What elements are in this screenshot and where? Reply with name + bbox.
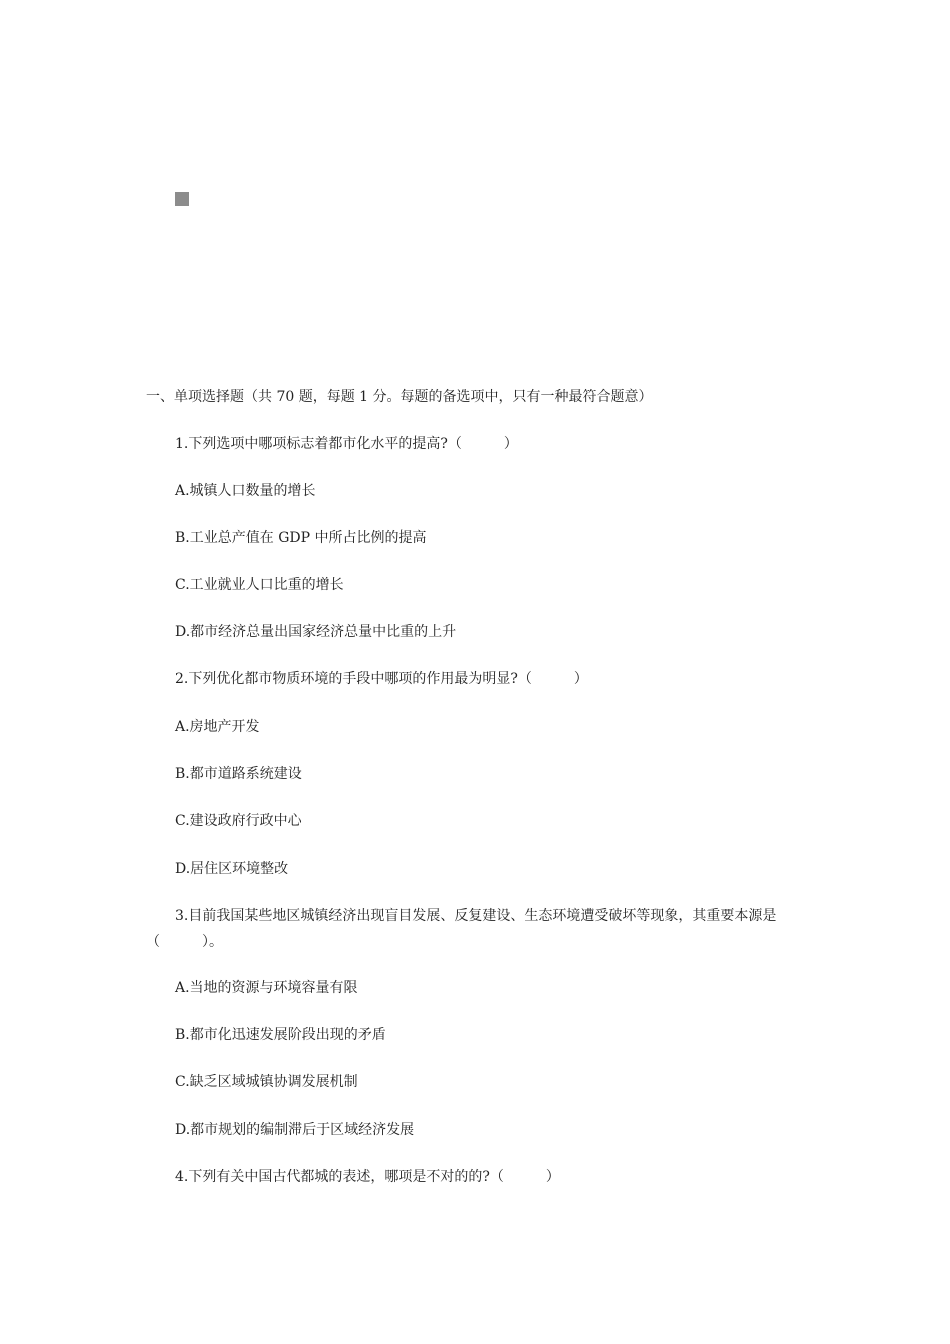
question-2-option-b: B.都市道路系统建设 bbox=[175, 766, 302, 782]
question-1-option-d: D.都市经济总量出国家经济总量中比重的上升 bbox=[175, 624, 457, 640]
question-2-option-d: D.居住区环境整改 bbox=[175, 861, 289, 877]
question-2-option-c: C.建设政府行政中心 bbox=[175, 813, 302, 829]
question-3-stem: 3.目前我国某些地区城镇经济出现盲目发展、反复建设、生态环境遭受破坏等现象，其重要本源是（ ）。 bbox=[146, 908, 777, 950]
question-1-stem: 1.下列选项中哪项标志着都市化水平的提高?（ ） bbox=[175, 436, 518, 452]
question-1-option-c: C.工业就业人口比重的增长 bbox=[175, 577, 344, 593]
question-3-option-a: A.当地的资源与环境容量有限 bbox=[175, 980, 358, 996]
question-4-stem: 4.下列有关中国古代都城的表述，哪项是不对的的?（ ） bbox=[175, 1169, 560, 1185]
question-3-option-d: D.都市规划的编制滞后于区域经济发展 bbox=[175, 1122, 415, 1138]
section-title: 一、单项选择题（共 70 题，每题 1 分。每题的备选项中，只有一种最符合题意） bbox=[146, 389, 653, 405]
question-3-option-c: C.缺乏区域城镇协调发展机制 bbox=[175, 1074, 358, 1090]
question-2-option-a: A.房地产开发 bbox=[175, 719, 260, 735]
question-2-stem: 2.下列优化都市物质环境的手段中哪项的作用最为明显?（ ） bbox=[175, 671, 588, 687]
question-1-option-b: B.工业总产值在 GDP 中所占比例的提高 bbox=[175, 530, 427, 546]
question-3-option-b: B.都市化迅速发展阶段出现的矛盾 bbox=[175, 1027, 386, 1043]
question-1-option-a: A.城镇人口数量的增长 bbox=[175, 483, 316, 499]
